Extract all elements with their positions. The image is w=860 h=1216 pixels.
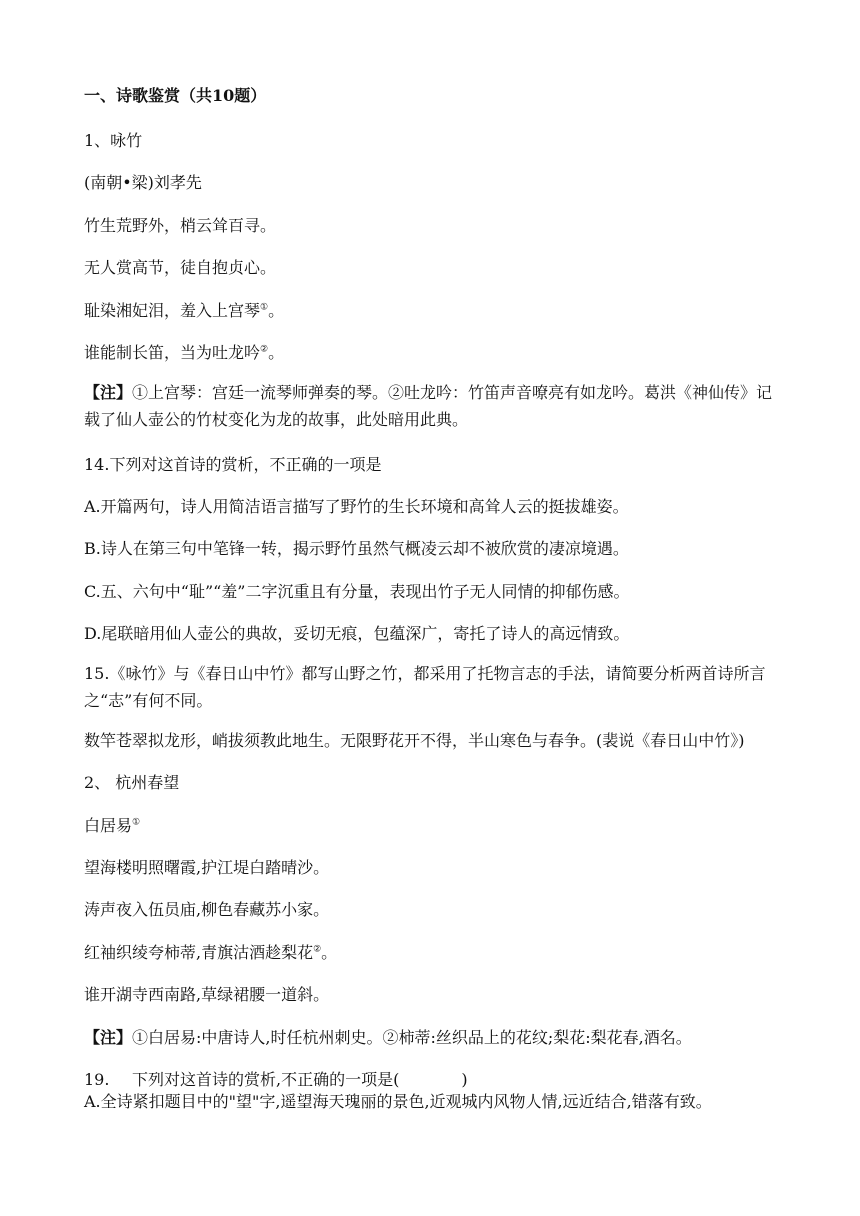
- poem1-title: 1、咏竹: [84, 131, 143, 150]
- question-14-option-d: D.尾联暗用仙人壶公的典故，妥切无痕，包蕴深广，寄托了诗人的高远情致。: [84, 624, 630, 643]
- footnote-marker: ①: [260, 302, 269, 313]
- poem2-line-2: 涛声夜入伍员庙,柳色春藏苏小家。: [84, 900, 330, 919]
- poem1-line-1: 竹生荒野外，梢云耸百寻。: [84, 216, 277, 235]
- poem2-title: 2、 杭州春望: [84, 773, 180, 792]
- question-15-reference-poem: 数竿苍翠拟龙形，峭拔须教此地生。无限野花开不得，半山寒色与春争。(裴说《春日山中竹》): [84, 731, 745, 750]
- poem2-author: 白居易①: [84, 816, 141, 835]
- poem2-line-4: 谁开湖寺西南路,草绿裙腰一道斜。: [84, 985, 330, 1004]
- poem1-author: (南朝•梁)刘孝先: [84, 173, 202, 192]
- footnote-marker: ②: [313, 944, 322, 955]
- question-14-stem: 14.下列对这首诗的赏析，不正确的一项是: [84, 455, 382, 474]
- poem2-line-1: 望海楼明照曙霞,护江堤白踏晴沙。: [84, 858, 330, 877]
- question-14-option-b: B.诗人在第三句中笔锋一转，揭示野竹虽然气概凌云却不被欣赏的凄凉境遇。: [84, 539, 629, 558]
- poem2-annotation: [84, 1028, 692, 1048]
- note-label: 【注】: [84, 1028, 133, 1047]
- section-heading: 一、诗歌鉴赏（共10题）: [84, 86, 267, 105]
- question-15-stem: 15.《咏竹》与《春日山中竹》都写山野之竹，都采用了托物言志的手法，请简要分析两首诗所言之“志”有何不同。: [84, 664, 766, 710]
- footnote-marker: ①: [132, 817, 141, 828]
- poem2-line-3: 红袖织绫夸柿蒂,青旗沽酒趁梨花②。: [84, 943, 338, 962]
- question-19-stem: 19. 下列对这首诗的赏析,不正确的一项是( ): [84, 1070, 468, 1089]
- note-text: ①上宫琴：宫廷一流琴师弹奏的琴。②吐龙吟：竹笛声音嘹亮有如龙吟。葛洪《神仙传》记载了仙人壶公的竹杖变化为龙的故事，此处暗用此典。: [84, 383, 773, 429]
- note-text: ①白居易:中唐诗人,时任杭州刺史。②柿蒂:丝织品上的花纹;梨花:梨花春,酒名。: [132, 1028, 692, 1047]
- question-14-option-a: A.开篇两句，诗人用简洁语言描写了野竹的生长环境和高耸人云的挺拔雄姿。: [84, 497, 629, 516]
- question-19-option-a: A.全诗紧扣题目中的"望"字,遥望海天瑰丽的景色,近观城内风物人情,远近结合,错落有致。: [84, 1092, 712, 1111]
- poem1-line-2: 无人赏高节，徒自抱贞心。: [84, 258, 277, 277]
- poem1-line-3: 耻染湘妃泪，羞入上宫琴①。: [84, 301, 285, 320]
- question-14-option-c: C.五、六句中“耻”“羞”二字沉重且有分量，表现出竹子无人同情的抑郁伤感。: [84, 582, 630, 601]
- poem1-annotation: [84, 379, 784, 433]
- poem1-line-4: 谁能制长笛，当为吐龙吟②。: [84, 343, 285, 362]
- footnote-marker: ②: [260, 344, 269, 355]
- note-label: 【注】: [84, 383, 133, 402]
